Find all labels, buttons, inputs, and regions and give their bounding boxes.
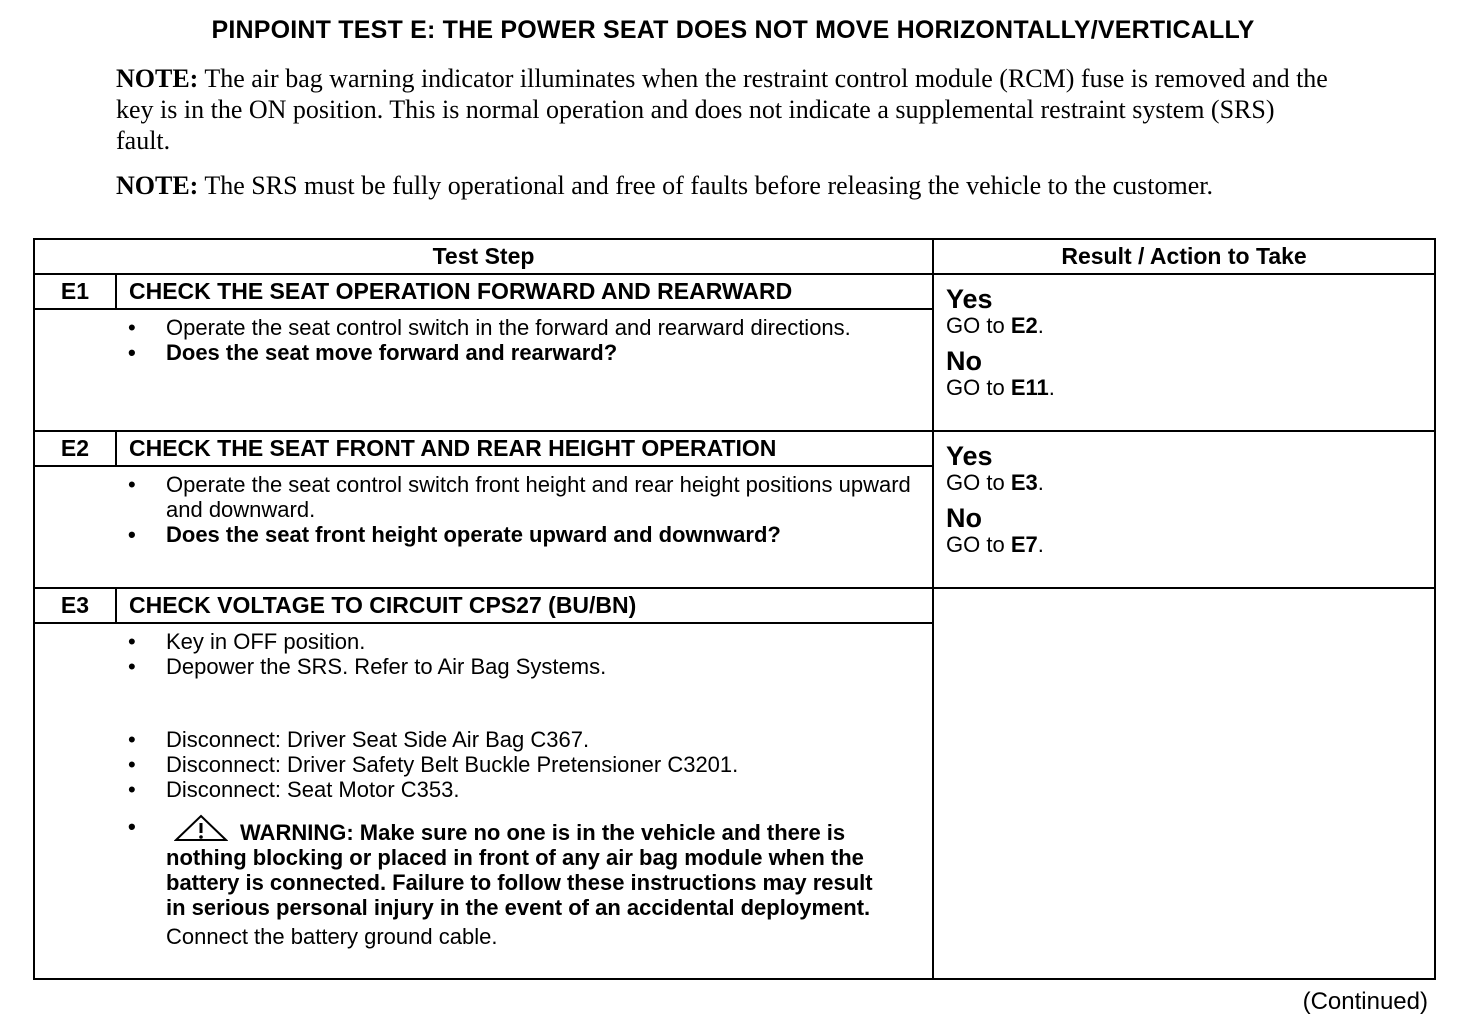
- yes-label: Yes: [946, 441, 993, 471]
- warning-item: [35, 814, 932, 920]
- spacer: [35, 679, 932, 727]
- no-action: GO to E7.: [946, 532, 1044, 557]
- goto-link[interactable]: E7: [1010, 532, 1038, 557]
- note-srs-operational: [116, 170, 1331, 201]
- no-label: No: [946, 503, 983, 533]
- step-result: [933, 431, 1435, 588]
- yes-action: GO to E2.: [946, 313, 1044, 338]
- step-body: [34, 623, 933, 979]
- warning-triangle-icon: [174, 814, 228, 842]
- step-title: CHECK THE SEAT FRONT AND REAR HEIGHT OPERATION: [116, 431, 933, 466]
- no-label: No: [946, 346, 983, 376]
- note-label: NOTE:: [116, 171, 199, 200]
- continued-label: (Continued): [1302, 988, 1428, 1015]
- step-result: [933, 588, 1435, 979]
- yes-action: GO to E3.: [946, 470, 1044, 495]
- pinpoint-test-table: [33, 238, 1436, 980]
- note-text: The SRS must be fully operational and free of faults before releasing the vehicle to the customer.: [198, 171, 1214, 200]
- step-body: [34, 309, 933, 431]
- step-row-e2: [34, 431, 1435, 466]
- note-label: NOTE:: [116, 64, 199, 93]
- list-item-question: • Does the seat front height operate upward and downward?: [35, 522, 932, 547]
- step-id: E2: [34, 431, 116, 466]
- header-test-step: Test Step: [34, 239, 933, 274]
- list-item: • Disconnect: Driver Seat Side Air Bag C367.: [35, 727, 932, 752]
- list-item: • Depower the SRS. Refer to Air Bag Systems.: [35, 654, 932, 679]
- no-action: GO to E11.: [946, 375, 1055, 400]
- step-row-e1: [34, 274, 1435, 309]
- warning-text: WARNING: Make sure no one is in the vehicle and there is nothing blocking or placed in front of any air bag module when the battery is connected. Failure to follow these instructions may result in serious personal injury in the event of an accidental deployment.: [166, 820, 873, 920]
- spacer: [35, 802, 932, 814]
- page-title: PINPOINT TEST E: THE POWER SEAT DOES NOT MOVE HORIZONTALLY/VERTICALLY: [211, 16, 1255, 44]
- goto-link[interactable]: E11: [1010, 375, 1049, 400]
- goto-link[interactable]: E2: [1010, 313, 1038, 338]
- list-item: • Operate the seat control switch in the forward and rearward directions.: [35, 315, 932, 340]
- goto-link[interactable]: E3: [1010, 470, 1038, 495]
- list-item: • Disconnect: Seat Motor C353.: [35, 777, 932, 802]
- step-id: E1: [34, 274, 116, 309]
- step-id: E3: [34, 588, 116, 623]
- step-result: [933, 274, 1435, 431]
- note-rcm-fuse: [116, 63, 1331, 156]
- list-item: • Key in OFF position.: [35, 629, 932, 654]
- list-item-continued: Connect the battery ground cable.: [166, 924, 498, 949]
- step-title: CHECK VOLTAGE TO CIRCUIT CPS27 (BU/BN): [116, 588, 933, 623]
- header-result: Result / Action to Take: [933, 239, 1435, 274]
- list-item: • Operate the seat control switch front height and rear height positions upward and downward.: [35, 472, 932, 522]
- step-body: [34, 466, 933, 588]
- list-item-question: • Does the seat move forward and rearward?: [35, 340, 932, 365]
- step-title: CHECK THE SEAT OPERATION FORWARD AND REARWARD: [116, 274, 933, 309]
- list-item: • Disconnect: Driver Safety Belt Buckle Pretensioner C3201.: [35, 752, 932, 777]
- yes-label: Yes: [946, 284, 993, 314]
- note-text: The air bag warning indicator illuminates when the restraint control module (RCM) fuse is removed and the key is in the ON position. This is normal operation and does not indicate a supplemental restraint system (SRS) fault.: [116, 64, 1328, 155]
- step-row-e3: [34, 588, 1435, 623]
